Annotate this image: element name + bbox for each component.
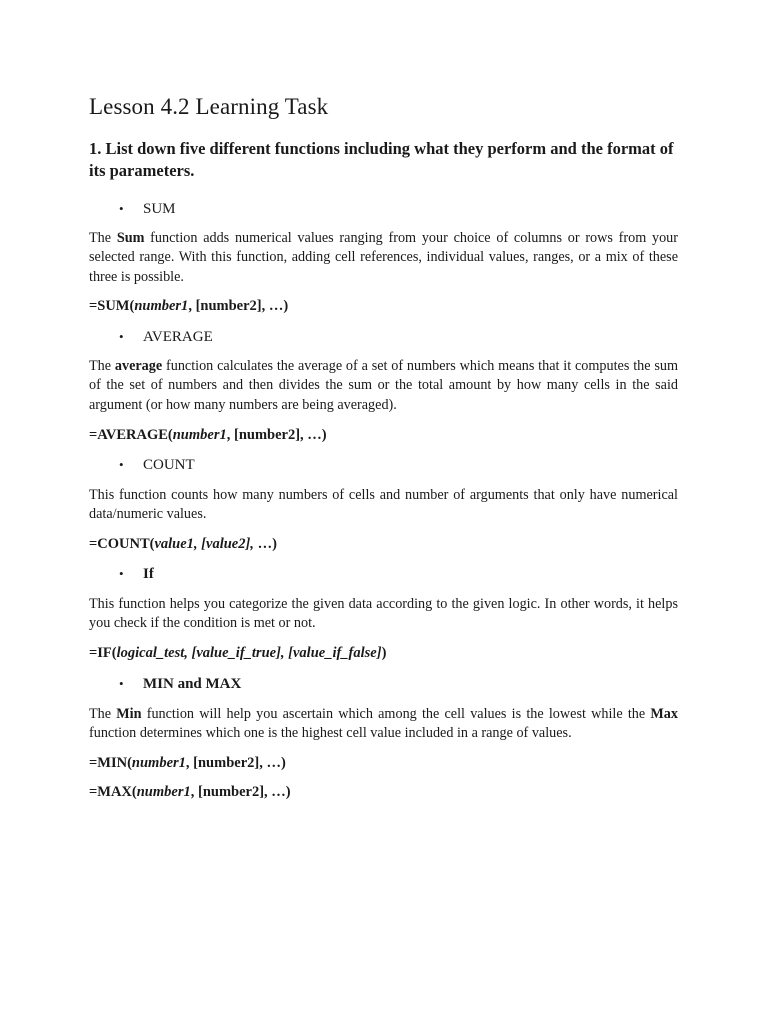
- bullet-dot: •: [119, 676, 124, 691]
- paragraph-count: This function counts how many numbers of cells and number of arguments that only have numerical data/numeric values.: [89, 487, 678, 523]
- term-min: Min: [116, 706, 142, 722]
- bullet-label-count: COUNT: [143, 457, 195, 473]
- bullet-label-if: If: [143, 566, 154, 582]
- bullet-if: [119, 565, 154, 583]
- formula-if: =IF(logical_test, [value_if_true], [value_if_false]): [89, 645, 387, 661]
- paragraph-sum: The Sum function adds numerical values ranging from your choice of columns or rows from your selected range. With this function, adding cell references, individual values, ranges, or a mix of these three is possible.: [89, 230, 678, 285]
- bullet-dot: •: [119, 566, 124, 581]
- bullet-average: [119, 328, 213, 346]
- bullet-dot: •: [119, 329, 124, 344]
- bullet-label-sum: SUM: [143, 201, 176, 217]
- paragraph-min-max: The Min function will help you ascertain which among the cell values is the lowest while the Max function determines which one is the highest cell value included in a range of values.: [89, 706, 678, 742]
- question-heading: 1. List down five different functions including what they perform and the format of its parameters.: [89, 139, 674, 180]
- bullet-count: [119, 456, 195, 474]
- formula-average: =AVERAGE(number1, [number2], …): [89, 427, 327, 443]
- lesson-title: Lesson 4.2 Learning Task: [89, 94, 329, 119]
- formula-count: =COUNT(value1, [value2], …): [89, 536, 277, 552]
- bullet-dot: •: [119, 201, 124, 216]
- paragraph-average: The average function calculates the average of a set of numbers which means that it computes the sum of the set of numbers and then divides the sum or the total amount by how many cells in the said argument (or how many numbers are being averaged).: [89, 358, 679, 413]
- formula-sum: =SUM(number1, [number2], …): [89, 298, 289, 314]
- formula-min: =MIN(number1, [number2], …): [89, 755, 286, 771]
- bullet-dot: •: [119, 457, 124, 472]
- term-average: average: [114, 358, 163, 374]
- bullet-label-min-max: MIN and MAX: [143, 676, 242, 692]
- bullet-label-average: AVERAGE: [143, 329, 213, 345]
- bullet-sum: [119, 200, 176, 218]
- term-max: Max: [650, 706, 678, 722]
- paragraph-if: This function helps you categorize the given data according to the given logic. In other words, it helps you check if the condition is met or not.: [89, 596, 678, 632]
- formula-max: =MAX(number1, [number2], …): [89, 784, 291, 800]
- bullet-min-max: [119, 675, 241, 693]
- term-sum: Sum: [116, 230, 145, 246]
